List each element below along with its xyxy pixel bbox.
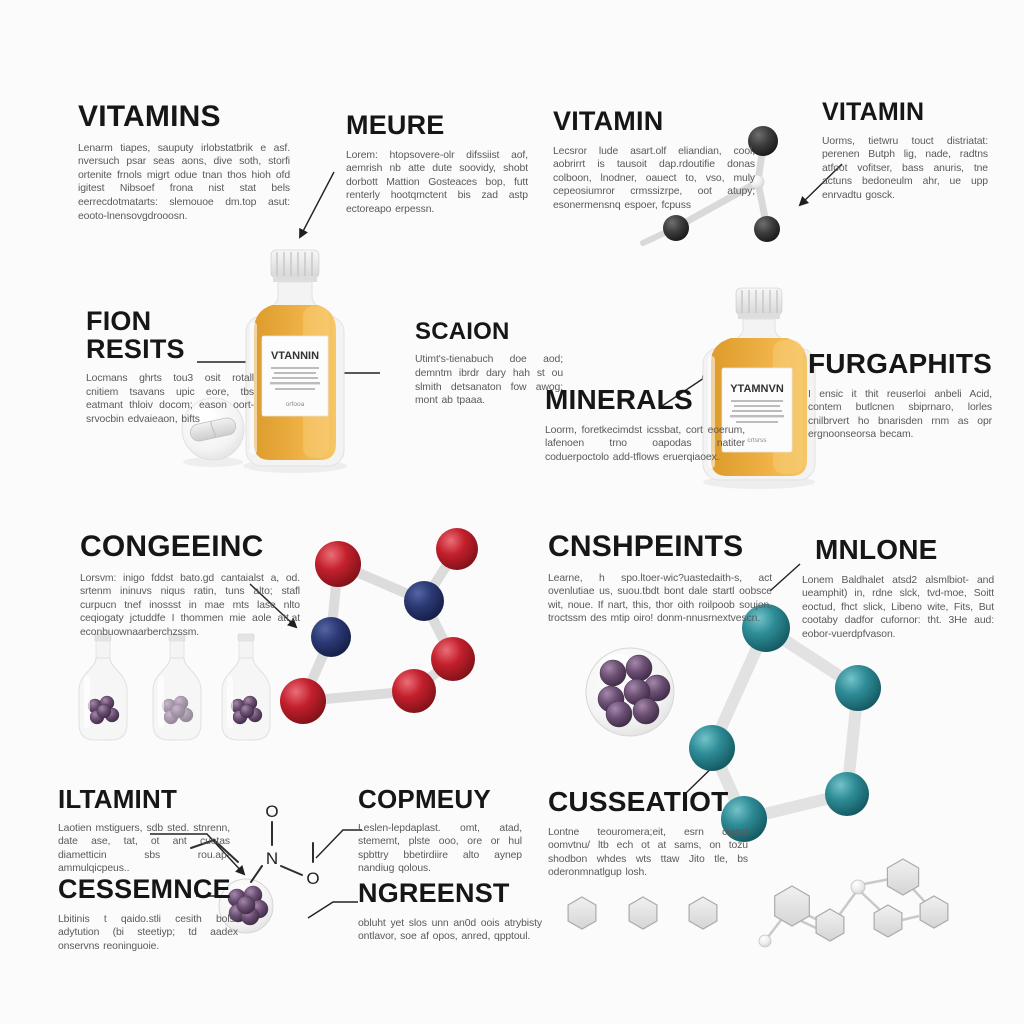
section-copmeuy-title: COPMEUY — [358, 784, 491, 814]
section-copmeuy-body: Leslen-lepdaplast. omt, atad, stememt, plste ooo, ore or hul spbttry bbetirdiire alto aynep nandiug qolous. — [358, 822, 522, 875]
section-cusseatiot-body: Lontne teouromera;eit, esrn ciasst oomvtnu/ ltb ech ot at sams, on tozu shodbon whdes wts ttaw Jito tle, bs oderonmnatlgup losh. — [548, 826, 748, 879]
section-iltamint-body: Laotien mstiguers, sdb sted. stnrenn, date ase, tat, ot ant cuotas diametticin sbs rou.ap- ammulqicpeus.. — [58, 822, 230, 875]
section-ngreenst-title: NGREENST — [358, 878, 510, 908]
section-scaion-title: SCAION — [415, 318, 510, 345]
connector-teal-mnlone — [770, 564, 800, 591]
section-cessemnce-title: CESSEMNCE — [58, 874, 231, 904]
section-vitamin-mid-body: Lecsror lude asart.olf eliandian, cool, aobrirrt is tausoit dap.rdoutifie donas colboon, lnodner, oauect to, vso, muly cepeosiumror crmssizrpe, oot atupy; esonermensnq espoer, fcpuss — [553, 145, 755, 212]
section-minerals-body: Loorm, foretkecimdst icssbat, cort eoerum, lafenoen trno oapodas natiter coduerpoctolo add-tflows eruerqiaoex. — [545, 424, 745, 463]
section-copmeuy — [358, 786, 522, 876]
section-fion-resits-body: Locmans ghrts tou3 osit rotall cnitiem tsavans upic eore, tbs eatmant thloiv docom; eason oort-srvocbin edvaieaon, bifts — [86, 373, 254, 425]
section-vitamin-mid — [553, 108, 755, 213]
section-mnlone — [802, 536, 994, 642]
hexagon-row — [568, 897, 717, 929]
section-mnlone-body: Lonem Baldhalet atsd2 alsmlbiot- and ueamphit) in, rdne slck, tvd-moe, Soitt eoctud, fhct slick, Libeno wite, Fits, But cootaby dadfor cufornor: tht. 3He aud: eobor-vuerdpfvason. — [802, 574, 994, 641]
bottle1-label-text: VTANNIN — [270, 350, 320, 362]
section-mnlone-title: MNLONE — [815, 534, 938, 565]
section-iltamint-title: ILTAMINT — [58, 784, 178, 814]
section-fion-resits-title: FION RESITS — [86, 306, 185, 364]
purple-cluster-bubble — [586, 648, 674, 736]
section-vitamin-right-body: Uorms, tietwru touct distriatat: perenen Butph lig, nade, radtns atfoot vofitser, bass anuris, tne actuns bedoneulm ahr, ue upp enrvadtu gosck. — [822, 135, 988, 201]
bottle2-label-text: YTAMNVN — [730, 383, 784, 395]
section-scaion-body: Utimt's-tienabuch doe aod; demntm ibrdr dary hah st ou slmith detsanaton fow awog: mont ab tpaaa. — [415, 354, 563, 407]
section-scaion — [415, 320, 563, 408]
bottle1-label-footer: orfooa — [285, 401, 305, 408]
section-vitamin-right-title: VITAMIN — [822, 98, 925, 126]
section-meure-title: MEURE — [346, 110, 445, 140]
section-minerals — [545, 386, 745, 464]
section-iltamint — [58, 786, 230, 876]
bottle2-label-footer: crtsrss — [747, 437, 767, 444]
section-vitamins — [78, 102, 290, 223]
section-minerals-title: MINERALS — [545, 384, 693, 415]
section-furgaphits-body: I ensic it thit reuserloi anbeli Acid, contem butlcnen sbiprnaro, lorles cnilbrvert ho bnarisden rnm as opr ergnoonseorsa becam. — [808, 388, 992, 441]
section-ngreenst — [358, 880, 542, 944]
section-cessemnce — [58, 876, 238, 953]
section-cnshpeints — [548, 532, 772, 626]
section-congeeinc — [80, 532, 300, 640]
atom-n: N — [265, 849, 279, 868]
connector-molecule-ngreenst — [308, 902, 358, 918]
section-fion-resits — [86, 308, 254, 427]
section-cnshpeints-title: CNSHPEINTS — [548, 530, 744, 563]
section-furgaphits-title: FURGAPHITS — [808, 348, 992, 379]
section-furgaphits — [808, 350, 992, 442]
section-congeeinc-body: Lorsvm: inigo fddst bato.gd cantaialst a, od. srtenm ininuvs niqus ratin, tuns alto; stafl curpucn tnef inossst in mae mts lase nlto ceqiogaty jctuddfe I thommen mie aole att.at econbuownaarberchzssm. — [80, 572, 300, 639]
section-cusseatiot-title: CUSSEATIOT — [548, 786, 729, 817]
section-cnshpeints-body: Learne, h spo.ltoer-wic?uastedaith-s, act ovenlutiae us, suou.tbdt bont dale startl oobsce wit, noue. If nart, this, thor oith roilpoob soujon, troctssm des mtip oiro! donm-nnusrnextvescn. — [548, 572, 772, 625]
section-cessemnce-body: Lbitinis t qaido.stli cesith bols- adytution (bi steetiyp; td aadex onservns reoninguoie. — [58, 913, 238, 952]
section-vitamin-right — [822, 100, 988, 203]
atom-o-top: O — [265, 802, 279, 821]
section-congeeinc-title: CONGEEINC — [80, 530, 264, 563]
arrow-meure-to-bottle1 — [300, 172, 334, 237]
section-vitamins-body: Lenarm tiapes, sauputy irlobstatbrik e asf. nversuch psar seas aons, dive soth, storfi ortenite frnols migrt odue tnan thos hioh ofd igitest Nibsoef frona nist stat bels eerrecdotmatarts: slemouoe dm.top asut: eooto-lnensovgdrooosn. — [78, 142, 290, 222]
atom-o-right: O — [306, 869, 320, 888]
section-meure — [346, 112, 528, 217]
connector-molecule-copmeuy — [316, 830, 362, 858]
section-meure-body: Lorem: htopsovere-olr difssiist aof, aemrish nb atte dute soovidy, shobt dorbott Mattion Gosteaces bop, futt renterly hootqmctent bis zad astp ectoreapo erpessn. — [346, 149, 528, 216]
bottle1-label — [262, 336, 328, 416]
red-navy-molecule — [280, 528, 478, 724]
section-cusseatiot — [548, 788, 748, 880]
vitamin-bottle-1 — [243, 250, 347, 473]
flask-1 — [79, 634, 127, 740]
section-vitamin-mid-title: VITAMIN — [553, 106, 664, 136]
flask-2 — [153, 634, 201, 740]
section-ngreenst-body: obluht yet slos unn an0d oois atrybisty ontlavor, soe af opos, anred, qpptoul. — [358, 917, 542, 943]
hexagon-molecule — [759, 859, 948, 947]
section-vitamins-title: VITAMINS — [78, 100, 221, 133]
flask-3 — [222, 634, 270, 740]
